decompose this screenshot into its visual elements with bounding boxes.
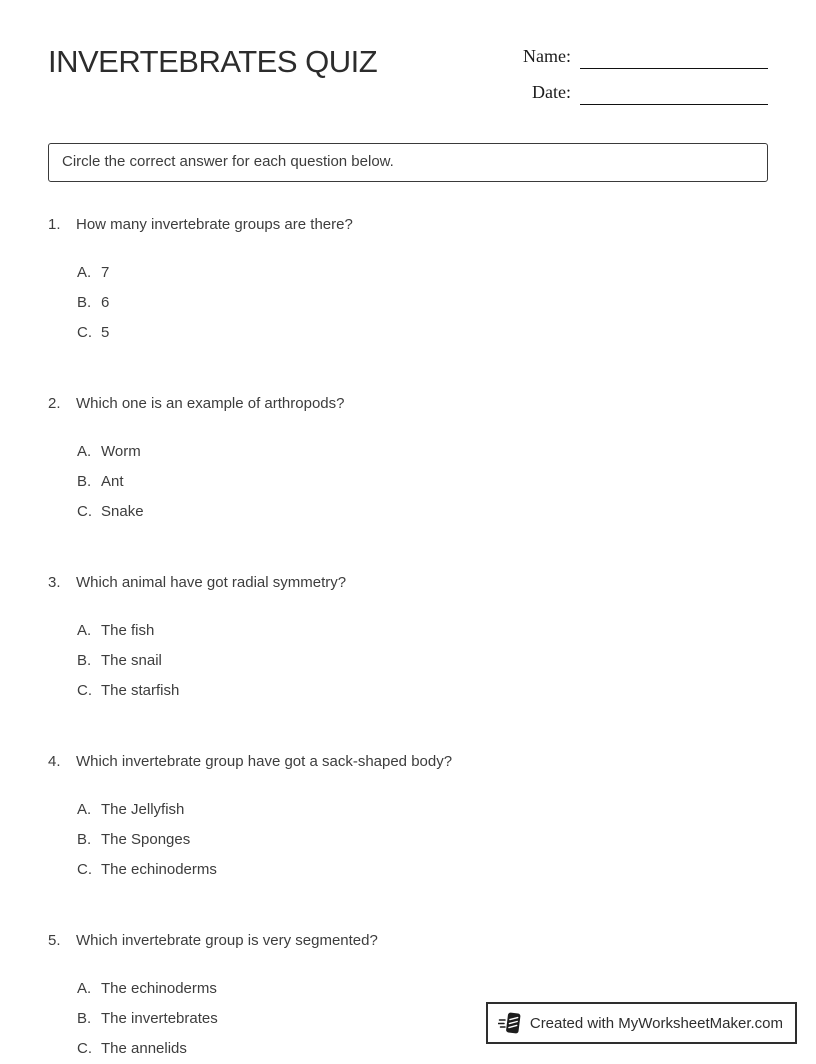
option-c[interactable] <box>77 855 768 885</box>
option-text: The starfish <box>101 682 180 699</box>
question-list <box>48 215 768 1064</box>
question-line <box>48 931 768 950</box>
question-number: 2. <box>48 394 61 412</box>
instruction-box <box>48 143 768 182</box>
option-a[interactable] <box>77 437 768 467</box>
option-letter: C. <box>77 324 92 341</box>
date-label: Date: <box>532 82 571 102</box>
question-4 <box>48 752 768 885</box>
option-letter: B. <box>77 473 92 490</box>
option-letter: B. <box>77 1010 92 1027</box>
question-number: 1. <box>48 215 61 233</box>
option-b[interactable] <box>77 288 768 318</box>
option-c[interactable] <box>77 318 768 348</box>
question-number: 5. <box>48 931 61 949</box>
option-a[interactable] <box>77 795 768 825</box>
credit-box <box>486 1002 797 1044</box>
question-line <box>48 752 768 771</box>
option-text: The echinoderms <box>101 861 217 878</box>
question-text: How many invertebrate groups are there? <box>76 215 353 233</box>
option-letter: A. <box>77 622 92 639</box>
option-text: 7 <box>101 264 110 281</box>
question-number: 3. <box>48 573 61 591</box>
option-text: The echinoderms <box>101 980 217 997</box>
name-fill-line[interactable] <box>580 51 768 69</box>
worksheet-maker-logo-icon <box>498 1010 522 1036</box>
page-title: INVERTEBRATES QUIZ <box>48 44 378 79</box>
option-b[interactable] <box>77 646 768 676</box>
option-list <box>48 795 768 885</box>
option-text: The annelids <box>101 1040 187 1057</box>
option-c[interactable] <box>77 497 768 527</box>
option-letter: A. <box>77 980 92 997</box>
option-text: The invertebrates <box>101 1010 218 1027</box>
worksheet-header <box>48 0 768 105</box>
question-line <box>48 215 768 234</box>
question-number: 4. <box>48 752 61 770</box>
option-list <box>48 258 768 348</box>
question-text: Which animal have got radial symmetry? <box>76 573 347 591</box>
instruction-text: Circle the correct answer for each question below. <box>62 153 394 170</box>
option-text: Worm <box>101 443 141 460</box>
question-line <box>48 394 768 413</box>
question-text: Which one is an example of arthropods? <box>76 394 345 412</box>
question-text: Which invertebrate group have got a sack-shaped body? <box>76 752 453 770</box>
option-list <box>48 437 768 527</box>
option-letter: C. <box>77 861 92 878</box>
option-b[interactable] <box>77 467 768 497</box>
option-text: 6 <box>101 294 110 311</box>
option-list <box>48 616 768 706</box>
credit-text: Created with MyWorksheetMaker.com <box>529 1014 783 1032</box>
option-text: Snake <box>101 503 144 520</box>
option-text: 5 <box>101 324 110 341</box>
question-text: Which invertebrate group is very segmented? <box>76 931 378 949</box>
question-2 <box>48 394 768 527</box>
option-text: Ant <box>101 473 124 490</box>
option-letter: C. <box>77 1040 92 1057</box>
option-text: The Jellyfish <box>101 801 185 818</box>
question-1 <box>48 215 768 348</box>
option-text: The fish <box>101 622 155 639</box>
option-letter: B. <box>77 652 92 669</box>
option-letter: C. <box>77 503 92 520</box>
date-field-row <box>523 82 768 105</box>
option-letter: A. <box>77 443 92 460</box>
option-letter: B. <box>77 831 92 848</box>
date-fill-line[interactable] <box>580 87 768 105</box>
name-label: Name: <box>523 46 571 66</box>
option-a[interactable] <box>77 616 768 646</box>
option-a[interactable] <box>77 258 768 288</box>
option-letter: C. <box>77 682 92 699</box>
question-3 <box>48 573 768 706</box>
question-line <box>48 573 768 592</box>
option-letter: A. <box>77 264 92 281</box>
option-letter: B. <box>77 294 92 311</box>
option-text: The Sponges <box>101 831 191 848</box>
option-b[interactable] <box>77 825 768 855</box>
option-c[interactable] <box>77 676 768 706</box>
name-field-row <box>523 46 768 69</box>
name-date-fields <box>523 44 768 105</box>
option-letter: A. <box>77 801 92 818</box>
option-text: The snail <box>101 652 162 669</box>
option-a[interactable] <box>77 974 768 1004</box>
